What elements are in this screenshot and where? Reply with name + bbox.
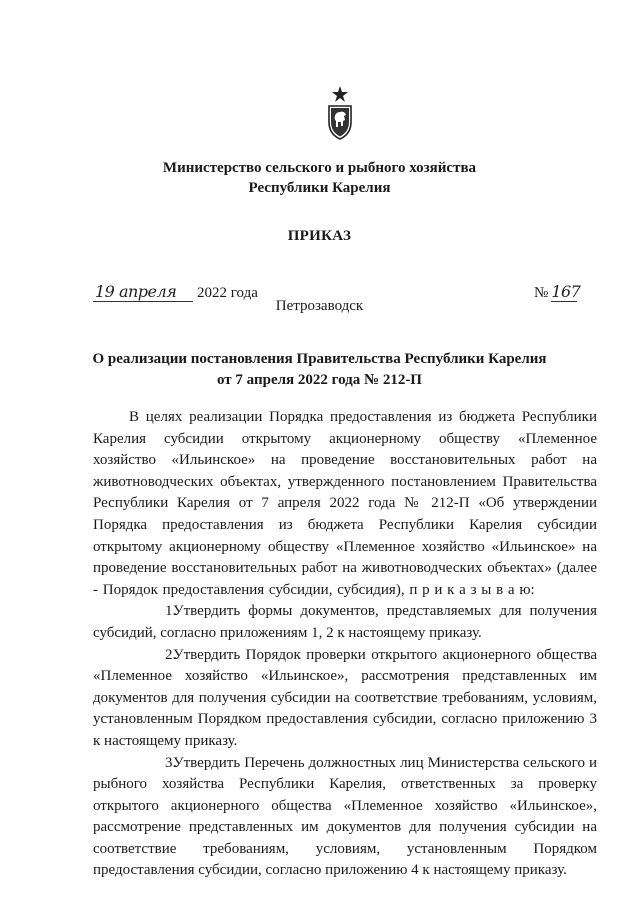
item-number: 2.: [165, 646, 177, 663]
item-number: 3.: [165, 754, 177, 771]
item-text: Утвердить Перечень должностных лиц Министерства сельского и рыбного хозяйства Республики Карелия, ответственных за проверку открытого акционерного общества «Племенное хозяйство «Ильинское», рассмотрение представленных им документов для получения субсидии на соответствие требованиям, условиям, установленным Порядком предоставления субсидии, согласно приложению 4 к настоящему приказу.: [93, 754, 597, 879]
order-subject: [0, 349, 639, 391]
order-body: [93, 407, 597, 882]
date-year: 2022 года: [197, 285, 258, 301]
item-number: 1.: [165, 603, 177, 620]
document-title: ПРИКАЗ: [287, 228, 352, 244]
order-item: [93, 601, 597, 644]
item-text: Утвердить Порядок проверки открытого акционерного общества «Племенное хозяйство «Ильинское», рассмотрения представленных им документов для получения субсидии на соответствие требованиям, условиям, установленным Порядком предоставления субсидии, согласно приложению 3 к настоящему приказу.: [93, 646, 597, 749]
ministry-line-2: Республики Карелия: [248, 180, 391, 196]
preamble-paragraph: В целях реализации Порядка предоставления из бюджета Республики Карелия субсидии открытому акционерному обществу «Племенное хозяйство «Ильинское» на проведение восстановительных работ на животноводческих объектах, утвержденного постановлением Правительства Республики Карелия от 7 апреля 2022 года № 212-П «Об утверждении Порядка предоставления из бюджета Республики Карелия субсидии открытому акционерному обществу «Племенное хозяйство «Ильинское» на проведение восстановительных работ на животноводческих объектах» (далее - Порядок предоставления субсидии, субсидия), п р и к а з ы в а ю:: [93, 409, 597, 598]
coat-of-arms-icon: [327, 86, 353, 140]
item-text: Утвердить формы документов, представляемых для получения субсидий, согласно приложениям 1, 2 к настоящему приказу.: [93, 603, 597, 641]
subject-line-1: О реализации постановления Правительства Республики Карелия: [92, 351, 547, 367]
number-prefix: №: [534, 285, 549, 301]
handwritten-date: 19 апреля: [93, 282, 193, 302]
order-item: [93, 753, 597, 883]
city-name: Петрозаводск: [275, 298, 364, 314]
ministry-name: [0, 158, 639, 198]
order-item: [93, 645, 597, 753]
ministry-line-1: Министерство сельского и рыбного хозяйства: [162, 160, 477, 176]
handwritten-number: 167: [551, 282, 581, 301]
subject-line-2: от 7 апреля 2022 года № 212-П: [217, 372, 422, 388]
